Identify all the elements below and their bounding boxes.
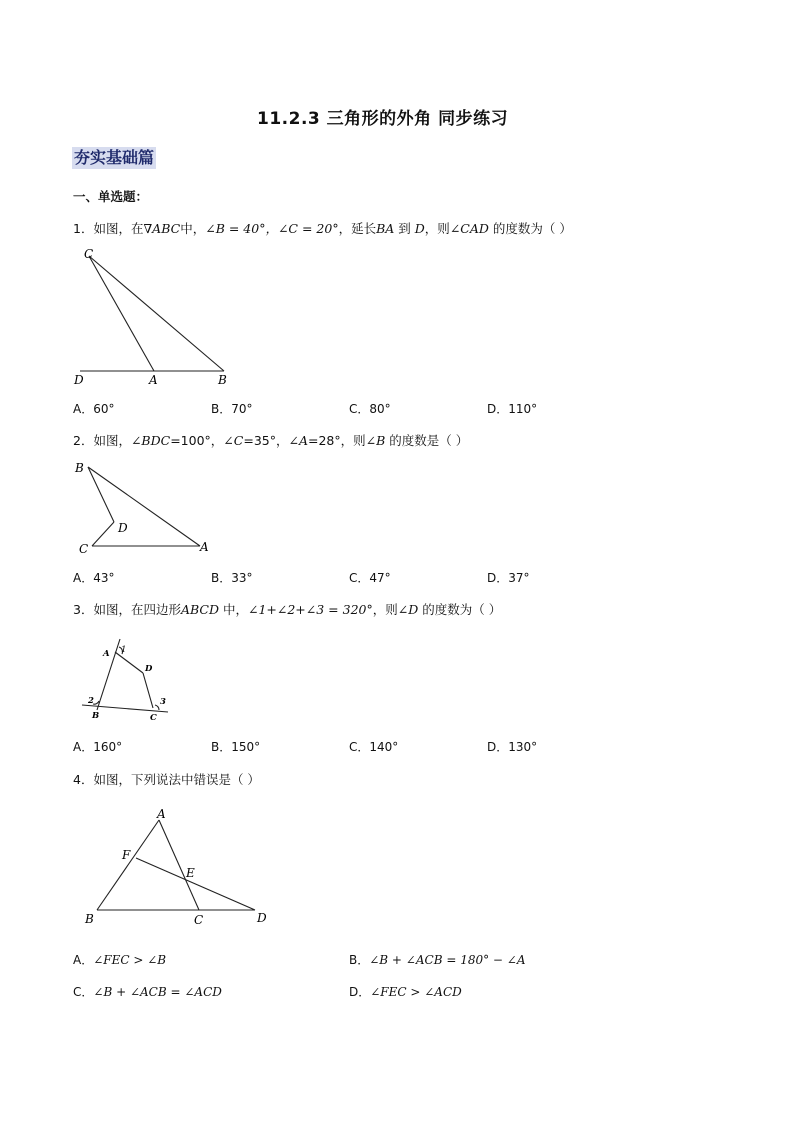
q2-angle: ∠A bbox=[288, 433, 308, 448]
q4-option-a-label: A． bbox=[73, 953, 94, 967]
q1-line-cb bbox=[89, 256, 224, 371]
q2-text: 2．如图， bbox=[73, 433, 131, 448]
q1-label-c: C bbox=[84, 247, 94, 261]
q4-label-c: C bbox=[194, 913, 204, 927]
q3-label-2: 2 bbox=[88, 696, 94, 706]
q1-text: 的度数为（ ） bbox=[488, 221, 572, 236]
q2-text: =100°， bbox=[170, 433, 224, 448]
q1-conditions: ∠B = 40°，∠C = 20° bbox=[205, 221, 339, 236]
q1-figure bbox=[70, 244, 240, 390]
q1-option-c[interactable]: C．80° bbox=[349, 402, 391, 416]
q3-label-c: C bbox=[150, 713, 157, 723]
q3-line-dc bbox=[143, 673, 153, 708]
q3-text: 3．如图，在四边形 bbox=[73, 602, 181, 617]
q4-option-d-label: D． bbox=[349, 985, 371, 999]
q4-option-b-expr: ∠B + ∠ACB = 180° − ∠A bbox=[369, 953, 526, 967]
q2-text: =35°， bbox=[243, 433, 289, 448]
q1-text: 1．如图，在 bbox=[73, 221, 144, 236]
q2-option-a[interactable]: A．43° bbox=[73, 571, 115, 585]
q3-option-b[interactable]: B．150° bbox=[211, 740, 261, 754]
q1-text: ，则 bbox=[424, 221, 450, 236]
part-heading: 一、单选题： bbox=[73, 189, 149, 204]
q3-label-a: A bbox=[103, 649, 110, 659]
q2-text: =28°，则 bbox=[308, 433, 366, 448]
q2-text: 的度数是（ ） bbox=[385, 433, 469, 448]
q2-option-b[interactable]: B．33° bbox=[211, 571, 253, 585]
q3-option-c[interactable]: C．140° bbox=[349, 740, 399, 754]
q4-option-d[interactable] bbox=[349, 983, 462, 1000]
q2-figure bbox=[70, 455, 220, 560]
q2-angle: ∠B bbox=[365, 433, 386, 448]
q2-line-ba bbox=[88, 467, 200, 546]
q1-option-a[interactable]: A．60° bbox=[73, 402, 115, 416]
q2-line-bd bbox=[88, 467, 114, 522]
q2-option-d[interactable]: D．37° bbox=[487, 571, 530, 585]
q4-line-ac bbox=[159, 820, 199, 910]
q2-option-c[interactable]: C．47° bbox=[349, 571, 391, 585]
question-2-stem bbox=[73, 431, 468, 449]
q4-figure bbox=[80, 804, 280, 929]
q3-label-3: 3 bbox=[160, 697, 166, 707]
q4-label-f: F bbox=[122, 848, 131, 862]
q4-option-a[interactable] bbox=[73, 951, 166, 968]
q1-label-a: A bbox=[149, 373, 158, 387]
q4-option-a-expr: ∠FEC > ∠B bbox=[93, 953, 167, 967]
q2-label-d: D bbox=[118, 521, 128, 535]
q4-option-c-label: C． bbox=[73, 985, 94, 999]
q4-label-a: A bbox=[157, 807, 166, 821]
q1-label-b: B bbox=[218, 373, 227, 387]
q3-label-1: 1 bbox=[121, 645, 127, 655]
q1-label-d: D bbox=[74, 373, 84, 387]
q3-option-a[interactable]: A．160° bbox=[73, 740, 123, 754]
q1-text: ，延长 bbox=[338, 221, 377, 236]
q4-option-b[interactable] bbox=[349, 951, 526, 968]
q4-label-d: D bbox=[257, 911, 267, 925]
q4-option-d-expr: ∠FEC > ∠ACD bbox=[370, 985, 462, 999]
q1-segment: BA bbox=[376, 221, 395, 236]
q3-condition: ∠1+∠2+∠3 = 320° bbox=[247, 602, 373, 617]
q1-text: 中， bbox=[180, 221, 206, 236]
page-title: 11.2.3 三角形的外角 同步练习 bbox=[257, 109, 509, 129]
q4-option-b-label: B． bbox=[349, 953, 370, 967]
question-1-stem bbox=[73, 219, 572, 237]
q4-option-c-expr: ∠B + ∠ACB = ∠ACD bbox=[93, 985, 222, 999]
section-tag: 夯实基础篇 bbox=[74, 148, 155, 167]
q1-triangle: ∇ABC bbox=[143, 221, 181, 236]
q1-angle: ∠CAD bbox=[449, 221, 489, 236]
q2-angle: ∠C bbox=[223, 433, 244, 448]
question-3-stem bbox=[73, 600, 501, 618]
q3-label-b: B bbox=[92, 711, 100, 721]
q3-option-d[interactable]: D．130° bbox=[487, 740, 538, 754]
q3-text: 中， bbox=[219, 602, 248, 617]
q2-angle: ∠BDC bbox=[130, 433, 171, 448]
q2-line-dc bbox=[92, 522, 114, 546]
q3-text: ，则 bbox=[372, 602, 398, 617]
q1-text: 到 bbox=[394, 221, 415, 236]
q4-label-b: B bbox=[85, 912, 94, 926]
q3-angle: ∠D bbox=[397, 602, 419, 617]
q2-label-a: A bbox=[200, 540, 209, 554]
q3-arc-3 bbox=[155, 705, 159, 710]
question-4-stem: 4．如图，下列说法中错误是（ ） bbox=[73, 772, 260, 787]
q3-line-ad bbox=[115, 652, 143, 673]
q4-option-c[interactable] bbox=[73, 983, 222, 1000]
q1-point: D bbox=[414, 221, 425, 236]
q4-label-e: E bbox=[186, 866, 195, 880]
q1-line-ca bbox=[89, 256, 154, 371]
q1-option-d[interactable]: D．110° bbox=[487, 402, 538, 416]
q3-text: 的度数为（ ） bbox=[418, 602, 502, 617]
q1-option-b[interactable]: B．70° bbox=[211, 402, 253, 416]
q2-label-b: B bbox=[75, 461, 84, 475]
q2-label-c: C bbox=[79, 542, 89, 556]
q4-line-ab bbox=[97, 820, 159, 910]
q3-figure bbox=[78, 634, 173, 724]
q3-quadrilateral: ABCD bbox=[180, 602, 219, 617]
q3-label-d: D bbox=[145, 664, 153, 674]
